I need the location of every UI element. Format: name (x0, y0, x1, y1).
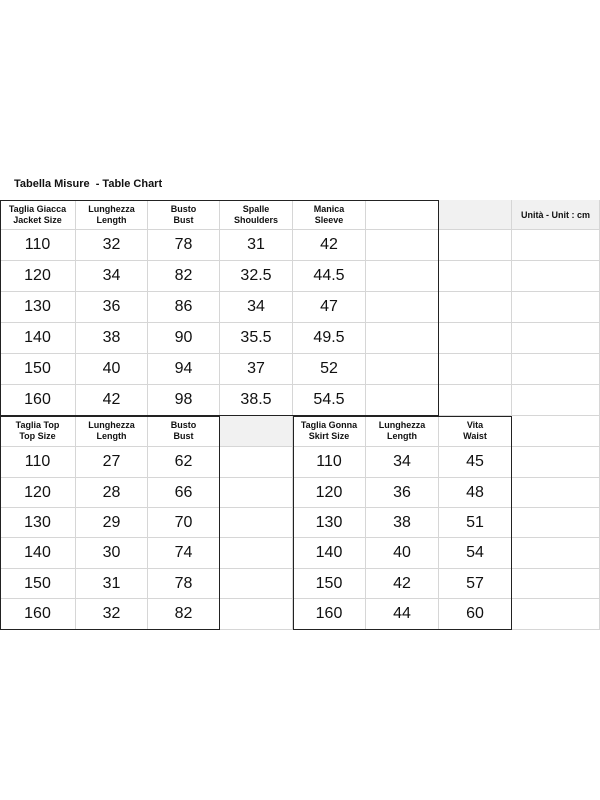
top-header-0-en: Top Size (19, 431, 56, 441)
skirt-cell: 120 (293, 478, 366, 508)
empty-cell (512, 416, 600, 447)
empty-cell (512, 599, 600, 630)
empty-cell (512, 323, 600, 354)
top-cell: 30 (76, 538, 148, 569)
top-cell: 160 (0, 599, 76, 630)
jacket-header-1-it: Lunghezza (88, 203, 135, 214)
jacket-header-4-it: Manica (313, 203, 345, 214)
top-header-0-it: Taglia Top (15, 420, 60, 430)
shaded-header-cell (439, 200, 512, 230)
skirt-cell: 150 (293, 569, 366, 599)
jacket-header-empty (366, 200, 439, 230)
skirt-header-0-en: Skirt Size (308, 431, 350, 441)
jacket-cell: 160 (0, 385, 76, 416)
jacket-header-0 (0, 200, 76, 230)
jacket-cell: 38 (76, 323, 148, 354)
top-cell: 29 (76, 508, 148, 538)
top-header-1 (76, 416, 148, 447)
jacket-cell: 38.5 (220, 385, 293, 416)
top-cell: 82 (148, 599, 220, 630)
jacket-header-3-en: Shoulders (233, 214, 278, 225)
skirt-cell: 36 (366, 478, 439, 508)
empty-cell (439, 385, 512, 416)
jacket-cell: 32 (76, 230, 148, 261)
skirt-header-1-it: Lunghezza (378, 420, 426, 430)
page-title: Tabella Misure - Table Chart (14, 178, 163, 190)
jacket-header-3-it: Spalle (242, 203, 270, 214)
empty-cell (220, 569, 293, 599)
skirt-header-2-it: Vita (466, 420, 484, 430)
jacket-cell: 130 (0, 292, 76, 323)
skirt-cell: 140 (293, 538, 366, 569)
top-cell: 66 (148, 478, 220, 508)
empty-cell (439, 323, 512, 354)
empty-cell (512, 508, 600, 538)
empty-cell (366, 261, 439, 292)
top-header-2-en: Bust (173, 431, 194, 441)
jacket-cell: 32.5 (220, 261, 293, 292)
empty-cell (512, 354, 600, 385)
empty-cell (220, 538, 293, 569)
jacket-cell: 150 (0, 354, 76, 385)
skirt-cell: 110 (293, 447, 366, 478)
skirt-cell: 57 (439, 569, 512, 599)
jacket-cell: 34 (76, 261, 148, 292)
jacket-cell: 52 (293, 354, 366, 385)
skirt-header-1-en: Length (387, 431, 417, 441)
unit-label: Unità - Unit : cm (512, 200, 600, 230)
jacket-cell: 98 (148, 385, 220, 416)
size-chart-grid (0, 200, 600, 630)
jacket-header-4-en: Sleeve (314, 214, 344, 225)
empty-cell (366, 354, 439, 385)
skirt-cell: 38 (366, 508, 439, 538)
jacket-cell: 31 (220, 230, 293, 261)
empty-cell (220, 447, 293, 478)
empty-cell (439, 354, 512, 385)
jacket-cell: 140 (0, 323, 76, 354)
jacket-header-2-it: Busto (170, 203, 197, 214)
skirt-header-1 (366, 416, 439, 447)
empty-cell (366, 292, 439, 323)
jacket-cell: 90 (148, 323, 220, 354)
empty-cell (439, 261, 512, 292)
jacket-header-4 (293, 200, 366, 230)
jacket-cell: 78 (148, 230, 220, 261)
empty-cell (512, 261, 600, 292)
top-header-1-en: Length (96, 431, 127, 441)
jacket-cell: 42 (76, 385, 148, 416)
jacket-cell: 34 (220, 292, 293, 323)
empty-cell (220, 599, 293, 630)
jacket-cell: 82 (148, 261, 220, 292)
top-cell: 140 (0, 538, 76, 569)
empty-cell (366, 323, 439, 354)
jacket-cell: 86 (148, 292, 220, 323)
skirt-header-0-it: Taglia Gonna (300, 420, 358, 430)
empty-cell (512, 292, 600, 323)
skirt-cell: 54 (439, 538, 512, 569)
jacket-cell: 42 (293, 230, 366, 261)
jacket-header-3 (220, 200, 293, 230)
empty-cell (220, 478, 293, 508)
jacket-cell: 94 (148, 354, 220, 385)
top-cell: 78 (148, 569, 220, 599)
top-cell: 27 (76, 447, 148, 478)
top-cell: 130 (0, 508, 76, 538)
skirt-cell: 40 (366, 538, 439, 569)
empty-cell (512, 385, 600, 416)
skirt-cell: 45 (439, 447, 512, 478)
jacket-header-2 (148, 200, 220, 230)
jacket-cell: 35.5 (220, 323, 293, 354)
jacket-cell: 44.5 (293, 261, 366, 292)
top-cell: 150 (0, 569, 76, 599)
top-cell: 28 (76, 478, 148, 508)
skirt-cell: 48 (439, 478, 512, 508)
empty-cell (366, 230, 439, 261)
top-cell: 62 (148, 447, 220, 478)
skirt-header-2 (439, 416, 512, 447)
jacket-header-2-en: Bust (173, 214, 194, 225)
top-header-0 (0, 416, 76, 447)
jacket-cell: 49.5 (293, 323, 366, 354)
empty-cell (439, 230, 512, 261)
jacket-cell: 36 (76, 292, 148, 323)
top-header-2-it: Busto (170, 420, 197, 430)
shaded-header-cell (220, 416, 293, 447)
skirt-cell: 44 (366, 599, 439, 630)
jacket-header-1 (76, 200, 148, 230)
jacket-cell: 110 (0, 230, 76, 261)
empty-cell (220, 508, 293, 538)
top-header-1-it: Lunghezza (88, 420, 135, 430)
jacket-cell: 54.5 (293, 385, 366, 416)
top-cell: 120 (0, 478, 76, 508)
skirt-cell: 130 (293, 508, 366, 538)
empty-cell (366, 385, 439, 416)
empty-cell (512, 478, 600, 508)
skirt-header-0 (293, 416, 366, 447)
top-cell: 70 (148, 508, 220, 538)
skirt-cell: 160 (293, 599, 366, 630)
jacket-cell: 40 (76, 354, 148, 385)
top-cell: 74 (148, 538, 220, 569)
empty-cell (512, 447, 600, 478)
top-header-2 (148, 416, 220, 447)
top-cell: 32 (76, 599, 148, 630)
skirt-cell: 51 (439, 508, 512, 538)
skirt-cell: 34 (366, 447, 439, 478)
jacket-header-0-it: Taglia Giacca (8, 203, 67, 214)
empty-cell (439, 292, 512, 323)
skirt-cell: 42 (366, 569, 439, 599)
empty-cell (512, 569, 600, 599)
jacket-cell: 47 (293, 292, 366, 323)
jacket-cell: 37 (220, 354, 293, 385)
empty-cell (512, 230, 600, 261)
top-cell: 110 (0, 447, 76, 478)
jacket-header-0-en: Jacket Size (13, 214, 62, 225)
jacket-header-1-en: Length (96, 214, 127, 225)
top-cell: 31 (76, 569, 148, 599)
skirt-header-2-en: Waist (463, 431, 487, 441)
skirt-cell: 60 (439, 599, 512, 630)
jacket-cell: 120 (0, 261, 76, 292)
empty-cell (512, 538, 600, 569)
